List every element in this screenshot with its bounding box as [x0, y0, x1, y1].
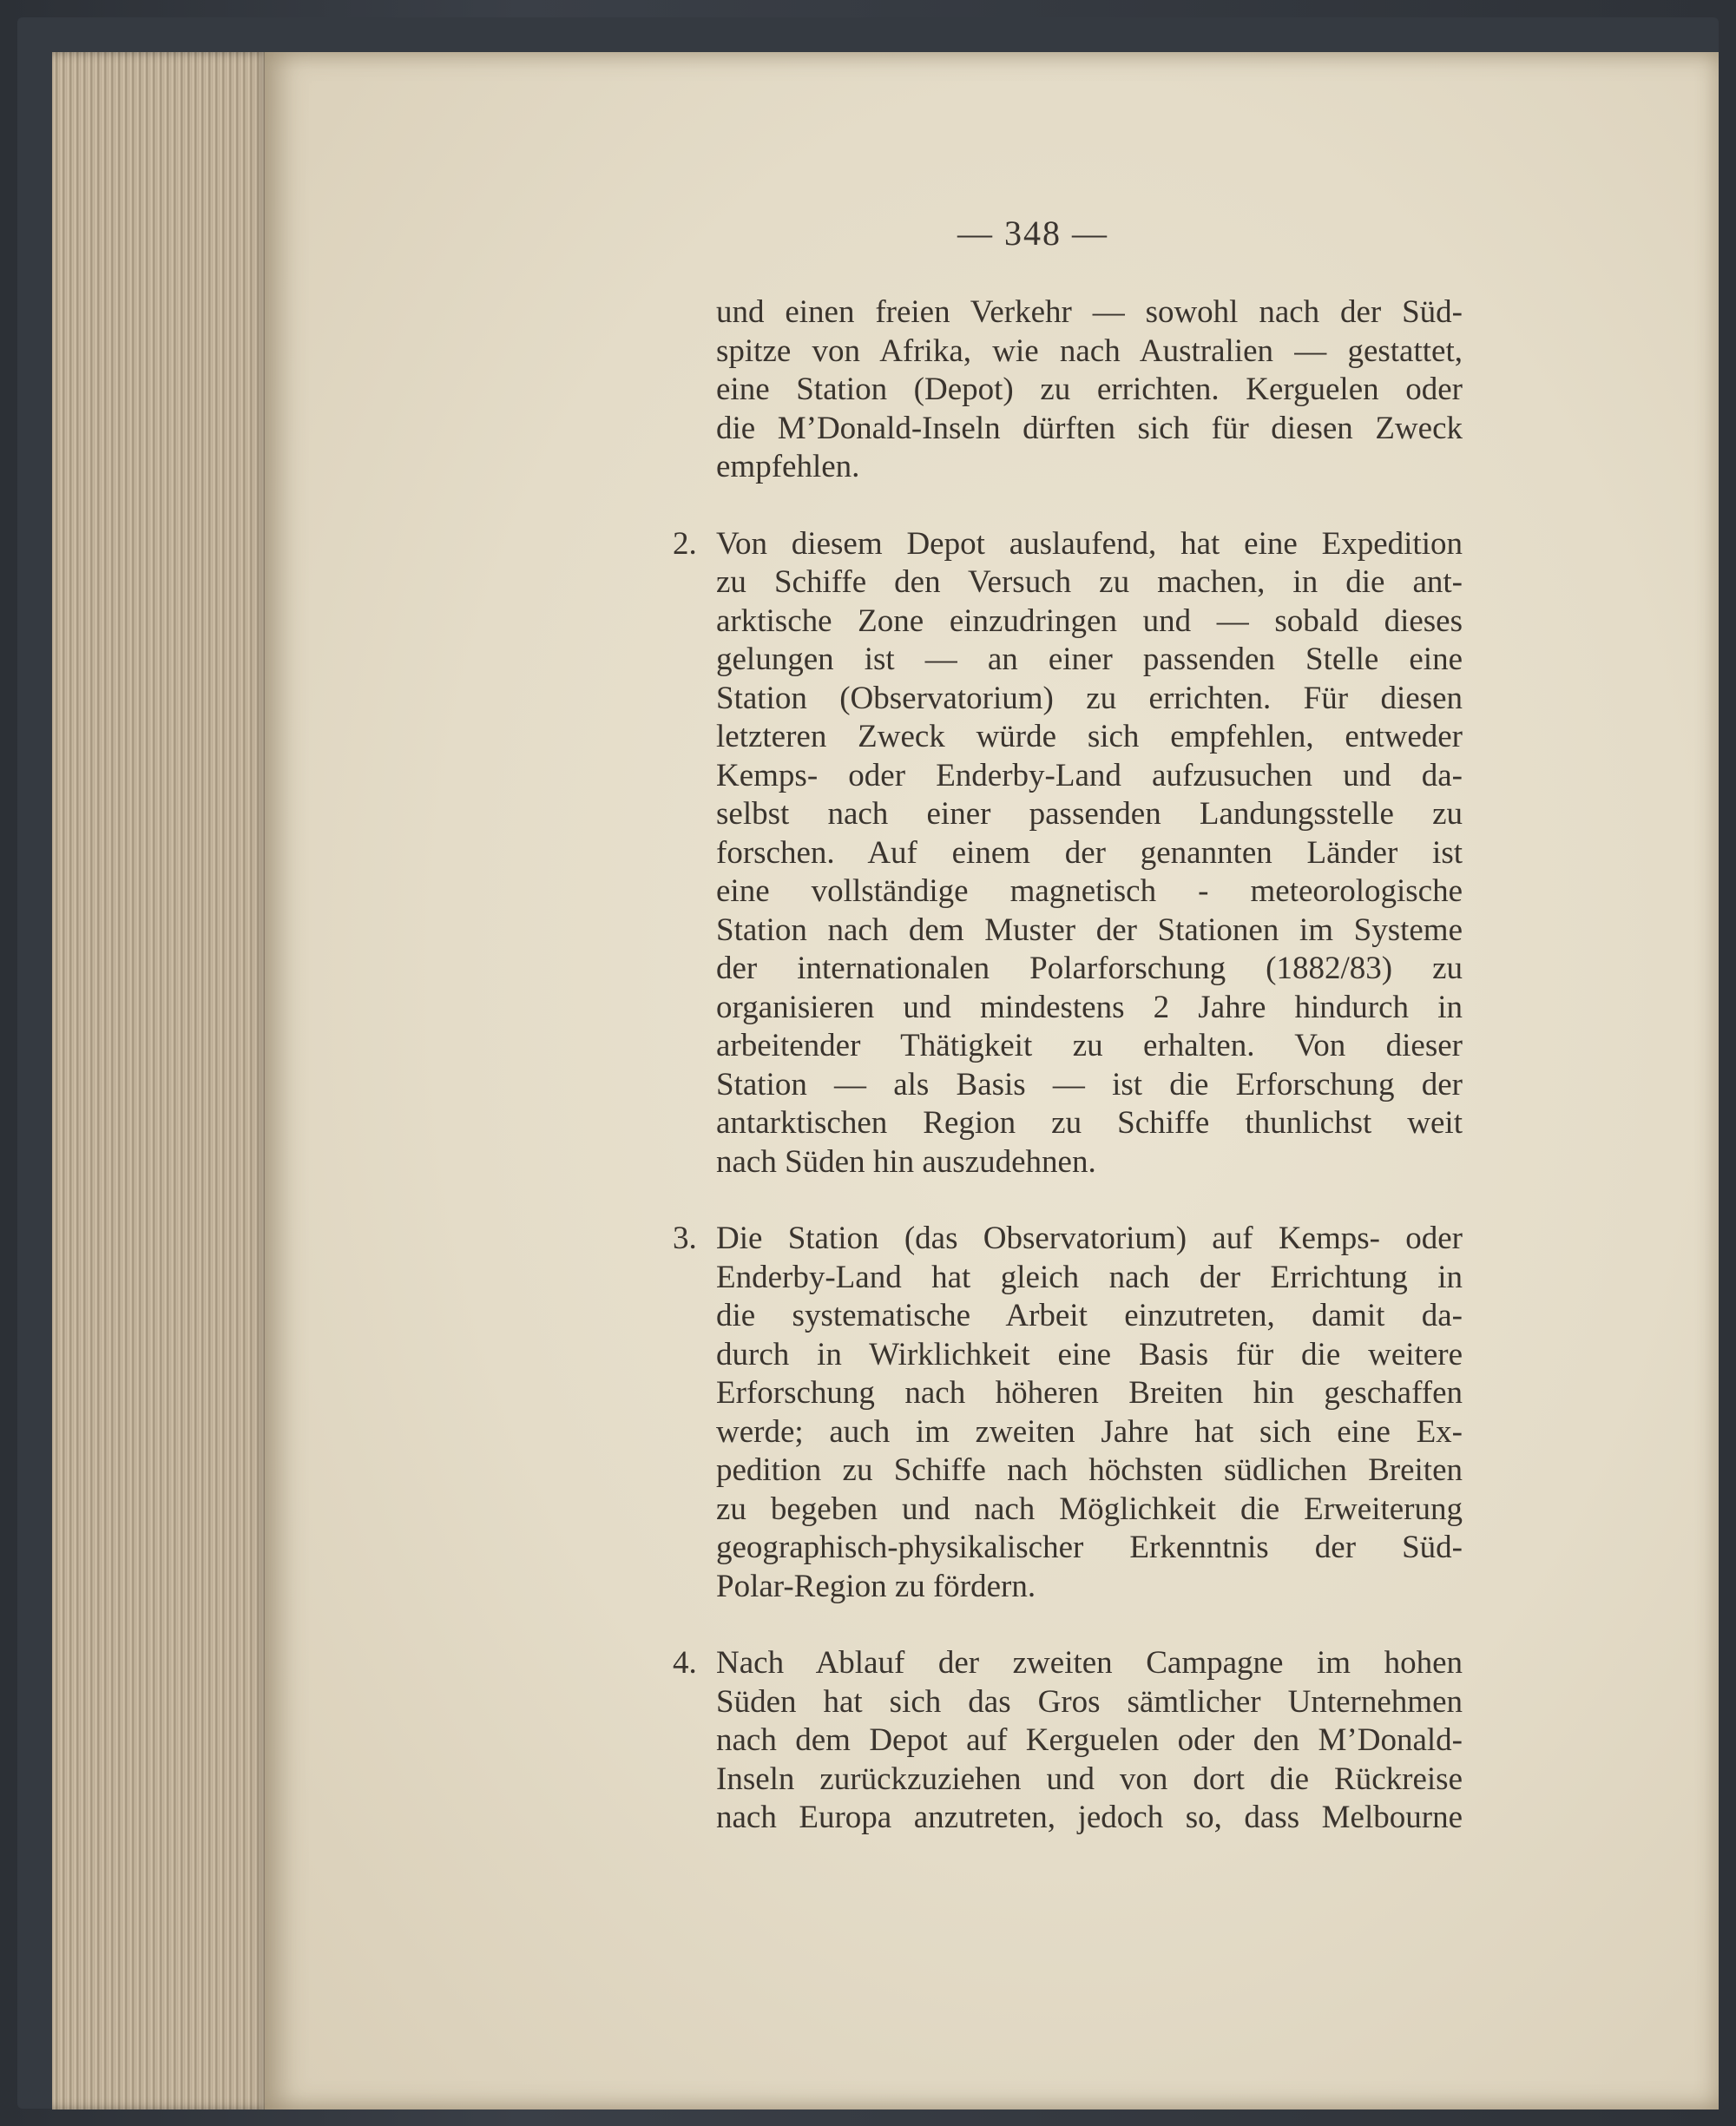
text-line: arbeitender Thätigkeit zu erhalten. Von dieser [716, 1028, 1463, 1063]
paragraph-number: 3. [673, 1221, 697, 1256]
text-line: pedition zu Schiffe nach höchsten südlichen Breiten [716, 1452, 1463, 1488]
text-line: gelungen ist — an einer passenden Stelle eine [716, 642, 1463, 677]
text-line: nach Europa anzutreten, jedoch so, dass Melbourne [716, 1800, 1463, 1835]
page-body-text [673, 293, 1463, 1838]
text-line: Station nach dem Muster der Stationen im Systeme [716, 912, 1463, 948]
text-line: die systematische Arbeit einzutreten, damit da- [716, 1298, 1463, 1333]
text-line: empfehlen. [716, 449, 860, 484]
text-line: forschen. Auf einem der genannten Länder ist [716, 834, 1463, 871]
text-line: Inseln zurückzuziehen und von dort die Rückreise [716, 1761, 1463, 1797]
text-line: durch in Wirklichkeit eine Basis für die weitere [716, 1336, 1463, 1372]
text-line: Polar-Region zu fördern. [716, 1568, 1036, 1604]
page-stack-edges [52, 52, 269, 2110]
text-line: arktische Zone einzudringen und — sobald dieses [716, 602, 1463, 639]
text-line: nach dem Depot auf Kerguelen oder den M’Donald- [716, 1722, 1463, 1758]
text-line: Von diesem Depot auslaufend, hat eine Expedition [716, 525, 1463, 562]
text-line: und einen freien Verkehr — sowohl nach der Süd- [716, 294, 1463, 330]
text-line: zu begeben und nach Möglichkeit die Erweiterung [716, 1491, 1463, 1527]
paragraph-continuation [716, 293, 1463, 487]
text-line: die M’Donald-Inseln dürften sich für diesen Zweck [716, 410, 1463, 446]
numbered-paragraph-3 [673, 1220, 1463, 1606]
text-line: spitze von Afrika, wie nach Australien — gestattet, [716, 332, 1463, 369]
numbered-paragraph-4 [673, 1644, 1463, 1838]
text-line: letzteren Zweck würde sich empfehlen, entweder [716, 719, 1463, 754]
text-line: Nach Ablauf der zweiten Campagne im hohen [716, 1645, 1463, 1681]
text-line: Enderby-Land hat gleich nach der Errichtung in [716, 1259, 1463, 1295]
text-line: eine Station (Depot) zu errichten. Kerguelen oder [716, 372, 1463, 407]
text-line: nach Süden hin auszudehnen. [716, 1143, 1096, 1180]
text-line: werde; auch im zweiten Jahre hat sich eine Ex- [716, 1413, 1463, 1450]
text-line: Süden hat sich das Gros sämtlicher Unternehmen [716, 1683, 1463, 1720]
text-line: Erforschung nach höheren Breiten hin geschaffen [716, 1375, 1463, 1411]
text-line: Kemps- oder Enderby-Land aufzusuchen und da- [716, 757, 1463, 793]
text-line: organisieren und mindestens 2 Jahre hindurch in [716, 989, 1463, 1025]
text-line: geographisch-physikalischer Erkenntnis der Süd- [716, 1530, 1463, 1565]
text-line: Die Station (das Observatorium) auf Kemps- oder [716, 1221, 1463, 1256]
text-line: selbst nach einer passenden Landungsstelle zu [716, 796, 1463, 832]
text-line: Station — als Basis — ist die Erforschung der [716, 1066, 1463, 1102]
text-line: der internationalen Polarforschung (1882/83) zu [716, 951, 1463, 986]
page-number: — 348 — [957, 214, 1108, 253]
text-line: eine vollständige magnetisch - meteorologische [716, 873, 1463, 909]
numbered-paragraph-2 [673, 525, 1463, 1182]
text-line: Station (Observatorium) zu errichten. Für diesen [716, 680, 1463, 716]
paragraph-number: 2. [673, 525, 697, 562]
text-line: antarktischen Region zu Schiffe thunlichst weit [716, 1105, 1463, 1141]
paragraph-number: 4. [673, 1645, 697, 1681]
text-line: zu Schiffe den Versuch zu machen, in die ant- [716, 564, 1463, 600]
